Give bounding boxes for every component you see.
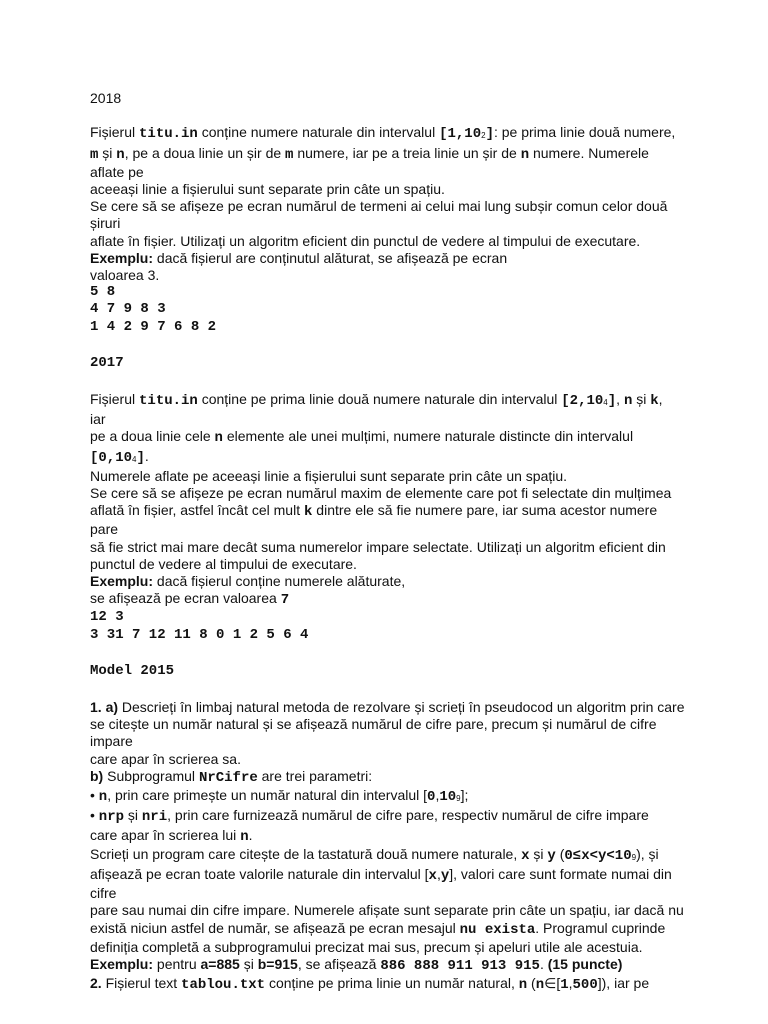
s2018-line-1: Fișierul titu.in conține numere naturale din intervalul $[1,10_2]$: pe prima linie două numere, bbox=[90, 124, 676, 143]
s2018-line-4: aceeași linie a fișierului sunt separate prin câte un spațiu. bbox=[90, 181, 445, 197]
document-page bbox=[90, 90, 685, 994]
year-2017: 2017 bbox=[90, 354, 124, 371]
q1-statement-5: există niciun astfel de număr, se afișează pe ecran mesajul nu exista. Programul cuprinde bbox=[90, 919, 666, 938]
q1b-line-1: b) Subprogramul NrCifre are trei parametri: bbox=[90, 767, 373, 786]
interval: $[1,10_2]$ bbox=[439, 126, 494, 143]
s2018-line-5: Se cere să se afișeze pe ecran numărul de termeni ai celui mai lung subșir comun celor două bbox=[90, 198, 668, 215]
s2017-line-10: punctul de vedere al timpului de executare. bbox=[90, 555, 357, 572]
q1-statement-6: definiția completă a subprogramului precizat mai sus, precum și apeluri utile ale acestuia. bbox=[90, 938, 643, 955]
s2017-data-2: 3 31 7 12 11 8 0 1 2 5 6 4 bbox=[90, 626, 309, 643]
s2017-example-value: se afișează pe ecran valoarea 7 bbox=[90, 590, 290, 609]
bullet-2: • nrp și nri, prin care furnizează numărul de cifre pare, respectiv numărul de cifre impare bbox=[90, 807, 649, 826]
bullet-icon: • bbox=[90, 807, 95, 824]
s2017-line-4: $[0,10_4]$. bbox=[90, 447, 149, 466]
s2017-line-9: să fie strict mai mare decât suma numerelor impare selectate. Utilizați un algoritm eficient din bbox=[90, 538, 666, 555]
s2018-line-7: aflate în fișier. Utilizați un algoritm eficient din punctul de vedere al timpului de executare. bbox=[90, 232, 641, 249]
s2017-line-3: pe a doua linie cele n elemente ale unei mulțimi, numere naturale distincte din intervalul bbox=[90, 428, 634, 447]
q1-example: Exemplu: pentru a=885 și b=915, se afișează 886 888 911 913 915. (15 puncte) bbox=[90, 955, 623, 974]
s2018-example-value: valoarea 3. bbox=[90, 267, 160, 284]
s2018-example: Exemplu: dacă fișierul are conținutul alăturat, se afișează pe ecran bbox=[90, 249, 508, 266]
q1-statement-3: cifre bbox=[90, 885, 117, 902]
s2018-data-1: 5 8 bbox=[90, 284, 116, 301]
q2-line-1: 2. Fișierul text tablou.txt conține pe prima linie un număr natural, n (n∈[1,500]), iar pe bbox=[90, 975, 650, 994]
q1-statement-4: pare sau numai din cifre impare. Numerele afișate sunt separate prin câte un spațiu, iar dacă nu bbox=[90, 902, 684, 919]
s2018-line-2: m și n, pe a doua linie un șir de m numere, iar pe a treia linie un șir de n numere. Numerele bbox=[90, 144, 649, 163]
bullet-1: • n, prin care primește un număr natural din intervalul $[0,10_9]$; bbox=[90, 787, 469, 806]
q1-statement-1: Scrieți un program care citește de la tastatură două numere naturale, x și y $(0\le x<y<10_9)$, și bbox=[90, 845, 659, 864]
s2017-line-2: iar bbox=[90, 411, 106, 428]
s2018-data-3: 1 4 2 9 7 6 8 2 bbox=[90, 318, 217, 335]
filename: titu.in bbox=[139, 126, 198, 143]
s2017-data-1: 12 3 bbox=[90, 609, 124, 626]
s2018-line-6: șiruri bbox=[90, 215, 121, 232]
q1-statement-2: afișează pe ecran toate valorile naturale din intervalul [x,y], valori care sunt formate numai din bbox=[90, 865, 672, 884]
bullet-2-line-2: care apar în scrierea lui n. bbox=[90, 826, 253, 845]
s2017-line-5: Numerele aflate pe aceeași linie a fișierului sunt separate prin câte un spațiu. bbox=[90, 467, 568, 484]
s2018-line-3: aflate pe bbox=[90, 163, 144, 180]
s2017-line-6: Se cere să se afișeze pe ecran numărul maxim de elemente care pot fi selectate din mulțimea bbox=[90, 485, 672, 502]
model-2015-title: Model 2015 bbox=[90, 662, 175, 679]
year-2018: 2018 bbox=[90, 90, 122, 106]
s2017-line-1: Fișierul titu.in conține pe prima linie două numere naturale din intervalul $[2,10_4]$, n și k, bbox=[90, 391, 663, 410]
bullet-icon: • bbox=[90, 787, 95, 804]
s2017-example: Exemplu: dacă fișierul conține numerele alăturate, bbox=[90, 573, 406, 590]
s2018-data-2: 4 7 9 8 3 bbox=[90, 301, 166, 318]
q1a-line-2: se citește un număr natural și se afișează numărul de cifre pare, precum și numărul de cifre bbox=[90, 716, 657, 733]
q1a-line-3: impare bbox=[90, 733, 133, 750]
q1a-line-1: 1. a) Descrieți în limbaj natural metoda de rezolvare și scrieți în pseudocod un algoritm prin care bbox=[90, 699, 685, 716]
s2017-line-8: pare bbox=[90, 521, 119, 538]
s2017-line-7: aflată în fișier, astfel încât cel mult k dintre ele să fie numere pare, iar suma acestor numere bbox=[90, 502, 658, 521]
q1a-line-4: care apar în scrierea sa. bbox=[90, 750, 241, 767]
